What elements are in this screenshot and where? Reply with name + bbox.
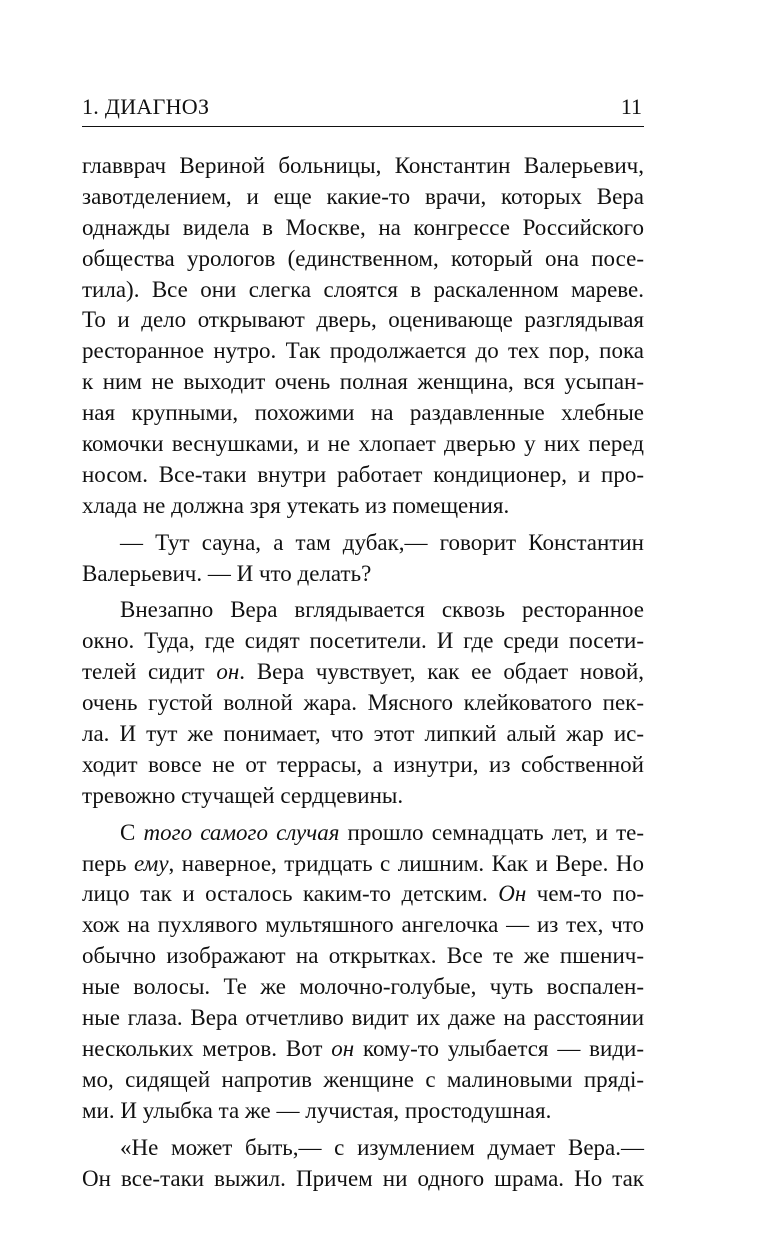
text-line	[82, 559, 644, 590]
text-run: носом. Все-таки внутри работает кондиционер, и про-	[82, 461, 644, 487]
text-line	[82, 941, 644, 972]
text-line	[82, 1003, 644, 1034]
text-run: , наверное, тридцать с лишним. Как и Вере. Но	[168, 850, 644, 876]
text-run: чем-то по-	[526, 881, 644, 907]
text-line	[82, 182, 644, 213]
text-run: Он все-таки выжил. Причем ни одного шрама. Но так	[82, 1165, 644, 1191]
text-line	[82, 879, 644, 910]
italic-text: того самого случая	[143, 819, 340, 845]
text-line	[82, 398, 644, 429]
running-head	[82, 92, 644, 127]
text-run: кому-то улыбается — види-	[354, 1035, 644, 1061]
paragraph	[82, 818, 644, 1127]
text-run: к ним не выходит очень полная женщина, вся усыпан-	[82, 369, 644, 395]
text-line	[82, 275, 644, 306]
text-run: ла. И тут же понимает, что этот липкий алый жар ис-	[82, 721, 644, 747]
text-run: нескольких метров. Вот	[82, 1035, 332, 1061]
text-line	[82, 972, 644, 1003]
text-line	[82, 305, 644, 336]
text-run: перь	[82, 850, 134, 876]
text-line	[82, 1096, 644, 1127]
italic-text: ему	[134, 850, 169, 876]
text-line	[82, 1034, 644, 1065]
text-run: «Не может быть,— с изумлением думает Вера.—	[120, 1134, 644, 1160]
text-run: ные волосы. Те же молочно-голубые, чуть воспален-	[82, 974, 644, 1000]
chapter-title: 1. ДИАГНОЗ	[82, 94, 210, 119]
text-run: мо, сидящей напротив женщине с малиновыми пряді-	[82, 1066, 644, 1092]
text-run: очень густой волной жара. Мясного клейковатого пек-	[82, 690, 644, 716]
italic-text: он	[331, 1035, 355, 1061]
text-run: главврач Вериной больницы, Константин Валерьевич,	[82, 153, 644, 178]
text-line	[82, 818, 644, 849]
text-run: тревожно стучащей сердцевины.	[82, 782, 404, 808]
text-run: ные глаза. Вера отчетливо видит их даже на расстоянии	[82, 1005, 644, 1031]
text-run: То и дело открывают дверь, оценивающе разглядывая	[82, 307, 644, 333]
text-run: Внезапно Вера вглядывается сквозь ресторанное	[120, 597, 644, 623]
text-run: телей сидит	[82, 659, 217, 685]
text-line	[82, 1133, 644, 1164]
text-line	[82, 750, 644, 781]
paragraph	[82, 1133, 644, 1195]
text-run: окно. Туда, где сидят посетители. И где среди посети-	[82, 628, 644, 654]
text-line	[82, 688, 644, 719]
text-line	[82, 244, 644, 275]
text-line	[82, 528, 644, 559]
text-line	[82, 460, 644, 491]
text-run: Валерьевич. — И что делать?	[82, 560, 372, 586]
text-run: . Вера чувствует, как ее обдает новой,	[239, 659, 644, 685]
text-run: С	[120, 819, 144, 845]
text-line	[82, 595, 644, 626]
text-line	[82, 781, 644, 812]
text-run: прошло семнадцать лет, и те-	[339, 819, 645, 845]
text-run: хлада не должна зря утекать из помещения.	[82, 492, 510, 518]
text-run: ресторанное нутро. Так продолжается до тех пор, пока	[82, 338, 644, 364]
text-run: завотделением, и еще какие-то врачи, которых Вера	[82, 183, 644, 209]
text-run: — Тут сауна, а там дубак,— говорит Константин	[120, 529, 644, 555]
text-line	[82, 719, 644, 750]
paragraph	[82, 595, 644, 811]
body-text	[82, 151, 644, 1194]
paragraph	[82, 151, 644, 522]
paragraph	[82, 528, 644, 590]
italic-text: он	[216, 659, 240, 685]
text-run: тила). Все они слегка слоятся в раскаленном мареве.	[82, 276, 644, 302]
text-run: комочки веснушками, и не хлопает дверью у них перед	[82, 431, 644, 457]
italic-text: Он	[498, 881, 527, 907]
text-line	[82, 429, 644, 460]
text-run: хож на пухлявого мультяшного ангелочка — из тех, что	[82, 912, 644, 938]
text-line	[82, 213, 644, 244]
text-line	[82, 336, 644, 367]
page-number: 11	[620, 94, 642, 119]
text-run: ми. И улыбка та же — лучистая, простодушная.	[82, 1097, 552, 1123]
text-line	[82, 910, 644, 941]
text-run: общества урологов (единственном, который она посе-	[82, 245, 644, 271]
text-line	[82, 367, 644, 398]
text-run: однажды видела в Москве, на конгрессе Российского	[82, 214, 644, 240]
text-line	[82, 849, 644, 880]
text-line	[82, 151, 644, 182]
text-run: ная крупными, похожими на раздавленные хлебные	[82, 400, 644, 426]
text-line	[82, 657, 644, 688]
text-line	[82, 1164, 644, 1195]
text-run: обычно изображают на открытках. Все те же пшенич-	[82, 943, 644, 969]
text-run: ходит вовсе не от террасы, а изнутри, из собственной	[82, 751, 644, 777]
text-line	[82, 491, 644, 522]
text-line	[82, 1065, 644, 1096]
text-run: лицо так и осталось каким-то детским.	[82, 881, 499, 907]
book-page	[82, 0, 644, 1240]
text-line	[82, 626, 644, 657]
